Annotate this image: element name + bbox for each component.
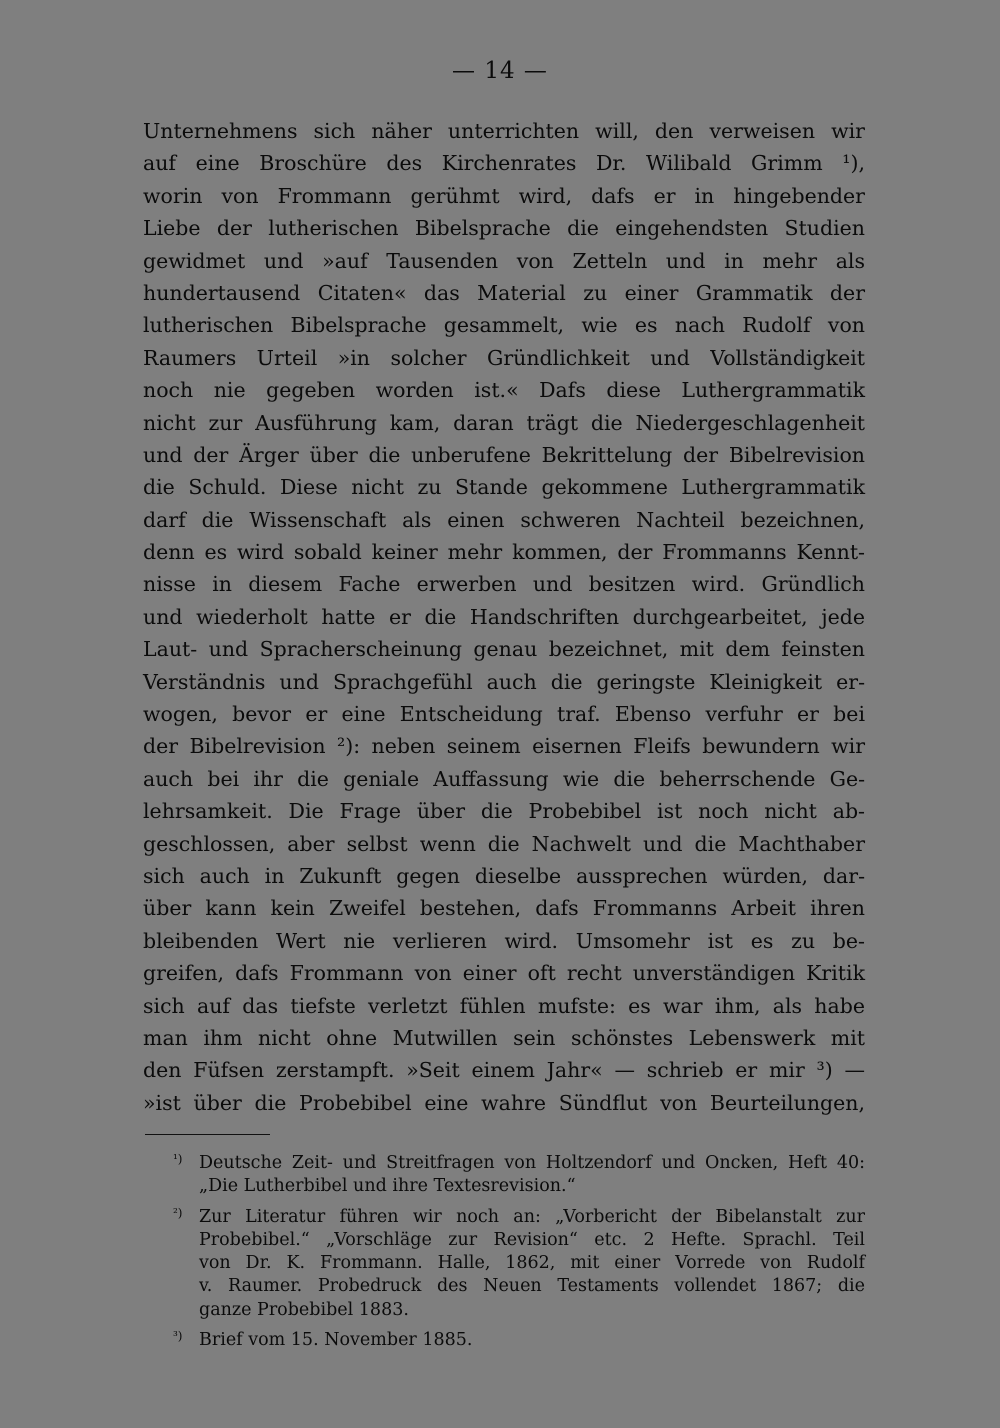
text-line: lutherischen Bibelsprache gesammelt, wie es nach Rudolf von — [143, 313, 865, 338]
text-line: Laut- und Spracherscheinung genau bezeichnet, mit dem feinsten — [143, 637, 865, 662]
footnote-1 — [143, 1152, 865, 1199]
text-line: noch nie gegeben worden ist.« Dafs diese Luthergrammatik — [143, 378, 865, 403]
text-line: hundertausend Citaten« das Material zu einer Grammatik der — [143, 280, 865, 305]
footnote-line — [143, 1329, 865, 1352]
text-line: greifen, dafs Frommann von einer oft recht unverständigen Kritik — [143, 961, 865, 986]
footnote-marker: ¹) — [173, 1152, 183, 1166]
footnote-line — [143, 1152, 865, 1175]
text-line: Unternehmens sich näher unterrichten will, den verweisen wir — [143, 119, 865, 143]
footnote-line: Probebibel.“ „Vorschläge zur Revision“ etc. 2 Hefte. Sprachl. Teil — [199, 1229, 865, 1250]
text-line: gewidmet und »auf Tausenden von Zetteln und in mehr als — [143, 248, 865, 273]
text-line: den Füfsen zerstampft. »Seit einem Jahr« — schrieb er mir ³) — — [143, 1058, 865, 1083]
footnotes — [143, 1152, 865, 1352]
footnote-marker: ²) — [173, 1205, 183, 1220]
footnote-text: Brief vom 15. November 1885. — [199, 1330, 473, 1351]
text-line: bleibenden Wert nie verlieren wird. Umsomehr ist es zu be- — [143, 928, 865, 953]
text-line: auch bei ihr die geniale Auffassung wie die beherrschende Ge- — [143, 766, 865, 791]
text-line: man ihm nicht ohne Mutwillen sein schönstes Lebenswerk mit — [143, 1025, 865, 1050]
footnote-line: von Dr. K. Frommann. Halle, 1862, mit einer Vorrede von Rudolf — [199, 1253, 865, 1274]
text-line: geschlossen, aber selbst wenn die Nachwelt und die Machthaber — [143, 831, 865, 856]
text-line: wogen, bevor er eine Entscheidung traf. Ebenso verfuhr er bei — [143, 702, 865, 727]
page-number: — 14 — — [452, 58, 548, 84]
footnote-marker: ³) — [173, 1329, 183, 1344]
body-text — [143, 115, 865, 1119]
text-line: der Bibelrevision ²): neben seinem eisernen Fleifs bewundern wir — [143, 734, 865, 759]
text-line: nisse in diesem Fache erwerben und besitzen wird. Gründlich — [143, 572, 865, 597]
text-line: auf eine Broschüre des Kirchenrates Dr. Wilibald Grimm ¹), — [143, 151, 865, 176]
text-line: lehrsamkeit. Die Frage über die Probebibel ist noch nicht ab- — [143, 799, 865, 824]
text-line: über kann kein Zweifel bestehen, dafs Frommanns Arbeit ihren — [143, 896, 865, 921]
text-line: nicht zur Ausführung kam, daran trägt die Niedergeschlagenheit — [143, 410, 865, 435]
text-line: »ist über die Probebibel eine wahre Sündflut von Beurteilungen, — [143, 1090, 865, 1115]
text-line: Verständnis und Sprachgefühl auch die geringste Kleinigkeit er- — [143, 669, 865, 694]
text-line: Liebe der lutherischen Bibelsprache die eingehendsten Studien — [143, 216, 865, 241]
text-line: sich auf das tiefste verletzt fühlen mufste: es war ihm, als habe — [143, 993, 865, 1018]
footnote-line — [143, 1206, 865, 1229]
footnote-3 — [143, 1329, 865, 1352]
footnote-line: „Die Lutherbibel und ihre Textesrevision.“ — [199, 1176, 576, 1197]
footnote-text: Zur Literatur führen wir noch an: „Vorbericht der Bibelanstalt zur — [199, 1206, 865, 1227]
text-line: die Schuld. Diese nicht zu Stande gekommene Luthergrammatik — [143, 475, 865, 500]
text-line: und wiederholt hatte er die Handschriften durchgearbeitet, jede — [143, 604, 865, 629]
footnote-line: v. Raumer. Probedruck des Neuen Testaments vollendet 1867; die — [199, 1276, 865, 1297]
footnote-text: Deutsche Zeit- und Streitfragen von Holtzendorf und Oncken, Heft 40: — [199, 1153, 865, 1173]
footnote-line: ganze Probebibel 1883. — [199, 1299, 409, 1320]
text-line: sich auch in Zukunft gegen dieselbe aussprechen würden, dar- — [143, 863, 865, 888]
text-line: Raumers Urteil »in solcher Gründlichkeit und Vollständigkeit — [143, 345, 865, 370]
text-line: worin von Frommann gerühmt wird, dafs er in hingebender — [143, 183, 865, 208]
text-line: denn es wird sobald keiner mehr kommen, der Frommanns Kennt- — [143, 540, 865, 565]
footnote-2 — [143, 1206, 865, 1322]
footnote-separator — [145, 1134, 270, 1135]
text-line: und der Ärger über die unberufene Bekrittelung der Bibelrevision — [143, 442, 865, 467]
text-line: darf die Wissenschaft als einen schweren Nachteil bezeichnen, — [143, 507, 865, 532]
